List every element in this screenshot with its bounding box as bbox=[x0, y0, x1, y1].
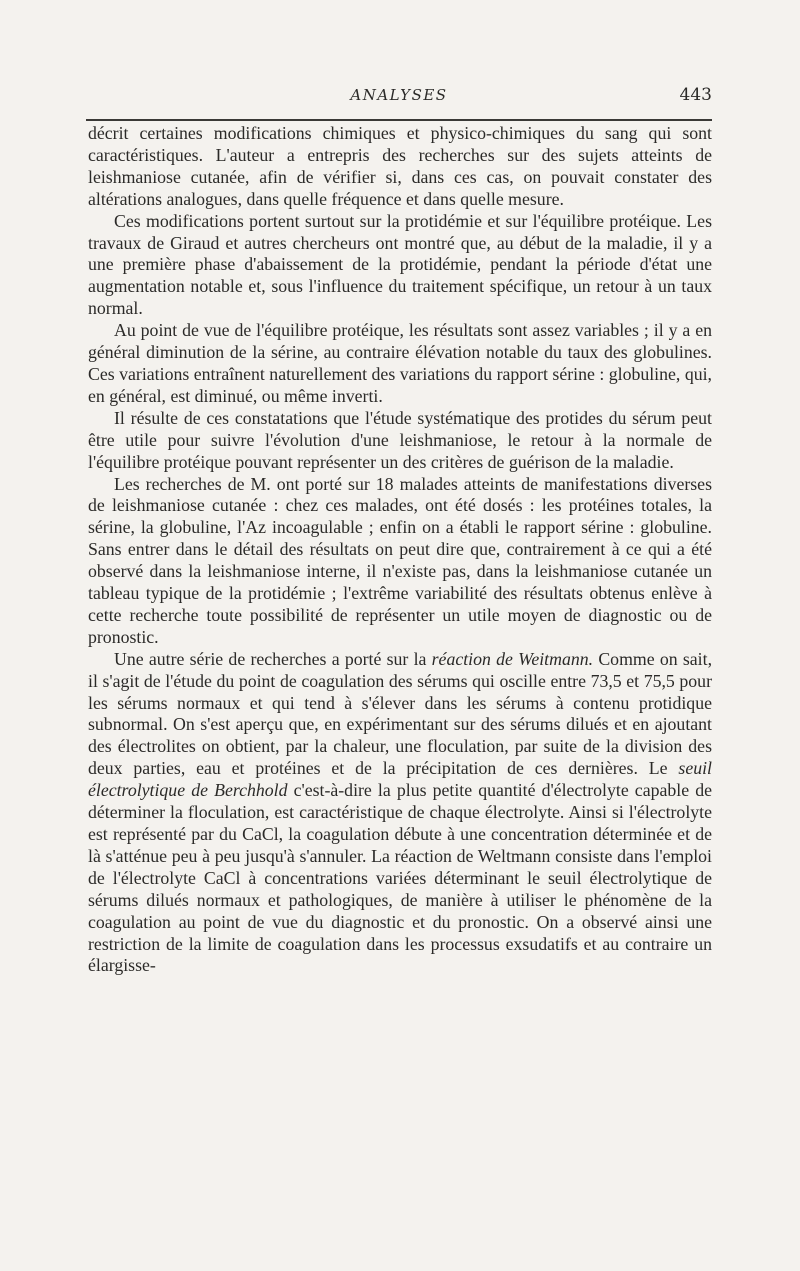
paragraph bbox=[88, 408, 712, 474]
paragraph-text: Comme on sait, il s'agit de l'étude du point de coagulation des sérums qui oscille entre 73,5 et 75,5 pour les sérums normaux et qui tend à s'élever dans les sérums à contenu protidique subnormal. On s'est aperçu que, en expérimentant sur des sérums dilués et en ajoutant des électrolites on obtient, par la chaleur, une floculation, par suite de la division des deux parties, eau et protéines et de la précipitation de ces dernières. Le bbox=[88, 648, 713, 779]
body-text bbox=[88, 123, 712, 977]
paragraph-text: Une autre série de recherches a porté sur la bbox=[114, 648, 432, 669]
running-title: ANALYSES bbox=[350, 86, 448, 104]
paragraph-text: décrit certaines modifications chimiques et physico-chimiques du sang qui sont caractéristiques. L'auteur a entrepris des recherches sur des sujets atteints de leishmaniose cutanée, afin de vérifier si, dans ces cas, on pouvait constater des altérations analogues, dans quelle fréquence et dans quelle mesure. bbox=[88, 123, 712, 209]
paragraph-text: Les recherches de M. ont porté sur 18 malades atteints de manifestations diverses de leishmaniose cutanée : chez ces malades, ont été dosés : les protéines totales, la sérine, la globuline, l'Az incoagulable ; enfin on a établi le rapport sérine : globuline. Sans entrer dans le détail des résultats on peut dire que, contrairement à ce qui a été observé dans la leishmaniose interne, il n'existe pas, dans la leishmaniose cutanée un tableau typique de la protidémie ; l'extrême variabilité des résultats obtenus enlève à cette recherche toute possibilité de représenter un utile moyen de diagnostic ou de pronostic. bbox=[88, 473, 712, 647]
paragraph bbox=[88, 649, 712, 978]
paragraph-text: Il résulte de ces constatations que l'étude systématique des protides du sérum peut être utile pour suivre l'évolution d'une leishmaniose, le retour à la normale de l'équilibre protéique pouvant représenter un des critères de guérison de la maladie. bbox=[88, 407, 712, 472]
italic-term-reaction: réaction de Weitmann. bbox=[431, 648, 594, 669]
paragraph bbox=[88, 474, 712, 649]
paragraph-text: Au point de vue de l'équilibre protéique, les résultats sont assez variables ; il y a en général diminution de la sérine, au contraire élévation notable du taux des globulines. Ces variations entraînent naturellement des variations du rapport sérine : globuline, qui, en général, est diminué, ou même inverti. bbox=[88, 320, 712, 406]
paragraph-text: c'est-à-dire la plus petite quantité d'électrolyte capable de déterminer la floculation, est caractéristique de chaque électrolyte. Ainsi si l'électrolyte est représenté par du CaCl, la coagulation débute à une concentration déterminée et de là s'atténue peu à peu jusqu'à s'annuler. La réaction de Weltmann consiste dans l'emploi de l'électrolyte CaCl à concentrations variées déterminant le seuil électrolytique de sérums dilués normaux et pathologiques, de manière à utiliser le phénomène de la coagulation au point de vue du diagnostic et du pronostic. On a observé ainsi une restriction de la limite de coagulation dans les processus exsudatifs et au contraire un élargisse- bbox=[88, 780, 712, 976]
header-rule bbox=[86, 119, 712, 121]
page-number: 443 bbox=[679, 85, 712, 105]
paragraph bbox=[88, 211, 712, 321]
paragraph-text: Ces modifications portent surtout sur la protidémie et sur l'équilibre protéique. Les travaux de Giraud et autres chercheurs ont montré que, au début de la maladie, il y a une première phase d'abaissement de la protidémie, pendant la période d'état une augmentation notable et, sous l'influence du traitement spécifique, un retour à un taux normal. bbox=[88, 210, 712, 319]
paragraph bbox=[88, 123, 712, 211]
paragraph bbox=[88, 320, 712, 408]
running-head bbox=[86, 86, 712, 110]
italic-term-seuil: seuil électrolytique de Berchhold bbox=[88, 758, 712, 801]
